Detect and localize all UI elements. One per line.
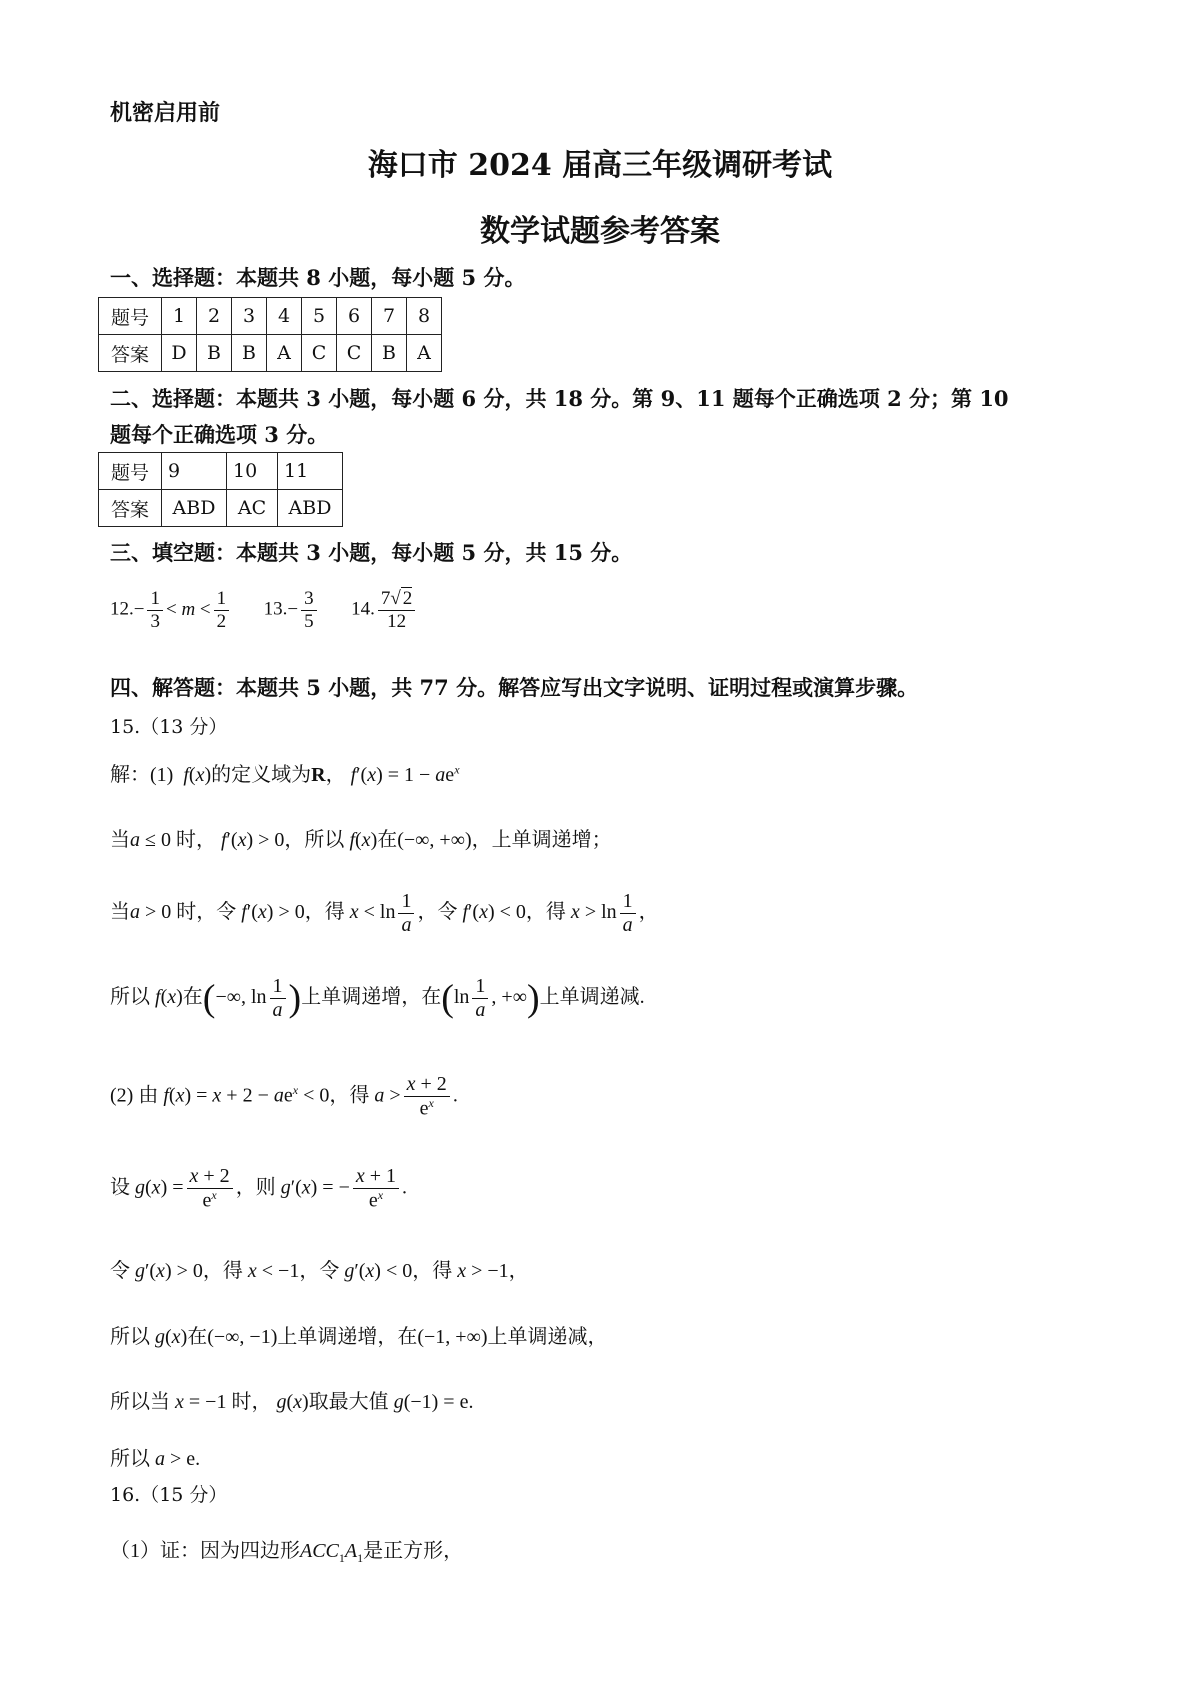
table-row xyxy=(99,298,442,335)
q13-label: 13. xyxy=(263,598,288,620)
q15-step-10: 所以 a > e. xyxy=(110,1448,201,1470)
table-cell: ABD xyxy=(278,490,343,527)
q16-step-1: （1）证：因为四边形$ACC_1A_1$是正方形， xyxy=(110,1540,464,1565)
part4-heading: 四、解答题：本题共 5 小题，共 77 分。解答应写出文字说明、证明过程或演算步骤。 xyxy=(110,675,919,700)
q16-label: 16.（15 分） xyxy=(110,1484,228,1506)
q13-answer: − $\frac{3}{5}$ xyxy=(287,599,319,620)
table-cell: B xyxy=(197,335,232,372)
part3-heading: 三、填空题：本题共 3 小题，每小题 5 分，共 15 分。 xyxy=(110,540,633,565)
part1-heading: 一、选择题：本题共 8 小题，每小题 5 分。 xyxy=(110,265,526,290)
part1-answer-table xyxy=(98,297,442,372)
table-cell: 1 xyxy=(162,298,197,335)
row-label: 题号 xyxy=(99,298,162,335)
q14-label: 14. xyxy=(351,598,375,620)
table-cell: C xyxy=(302,335,337,372)
q15-label: 15.（13 分） xyxy=(110,716,228,738)
table-cell: 10 xyxy=(227,453,278,490)
q14-answer: $\frac{7√ 2}{12}$ xyxy=(375,599,418,620)
table-cell: 9 xyxy=(162,453,227,490)
q15-step-9: 所以当 x = −1 时， g(x)取最大值 g(−1) = e. xyxy=(110,1391,474,1413)
table-row xyxy=(99,490,343,527)
table-cell: 3 xyxy=(232,298,267,335)
table-cell: A xyxy=(267,335,302,372)
q12-label: 12. xyxy=(110,598,134,620)
table-cell: C xyxy=(337,335,372,372)
table-cell: B xyxy=(232,335,267,372)
row-label: 答案 xyxy=(99,490,162,527)
table-cell: B xyxy=(372,335,407,372)
q12-answer: − $\frac{1}{3}$ < m < $\frac{1}{2}$ xyxy=(134,599,232,620)
part2-heading-line1: 二、选择题：本题共 3 小题，每小题 6 分，共 18 分。第 9、11 题每个正确选项 2 分；第 10 xyxy=(110,386,1009,411)
q15-step-4: 所以 f(x)在(−∞, ln $\frac{1}{a}$ )上单调递增，在(ln $\frac{1}{a}$ , +∞)上单调递减. xyxy=(110,975,645,1021)
table-cell: 11 xyxy=(278,453,343,490)
part2-heading-line2: 题每个正确选项 3 分。 xyxy=(110,422,329,447)
q15-step-1: 解：(1) f(x)的定义域为R， $f'(x) = 1 - ae^x$ xyxy=(110,762,460,786)
q16-line1-end: 是正方形， xyxy=(363,1540,464,1562)
table-cell: 8 xyxy=(407,298,442,335)
q15-step-5: (2) 由 $f(x) = x + 2 - ae^x < 0$，得 a > $\frac{x + 2}{e^x}$ . xyxy=(110,1073,458,1120)
q16-line1-text: （1）证：因为四边形 xyxy=(110,1540,300,1562)
table-cell: 6 xyxy=(337,298,372,335)
table-row xyxy=(99,335,442,372)
table-cell: 2 xyxy=(197,298,232,335)
table-cell: A xyxy=(407,335,442,372)
table-cell: D xyxy=(162,335,197,372)
q15-step-6: 设 g(x) = $\frac{x + 2}{e^x}$ ，则 g′(x) = − $\frac{x + 1}{e^x}$ . xyxy=(110,1165,408,1212)
q15-step-8: 所以 g(x)在(−∞, −1)上单调递增，在(−1, +∞)上单调递减， xyxy=(110,1326,608,1348)
part2-answer-table xyxy=(98,452,343,527)
confidential-label: 机密启用前 xyxy=(110,100,221,126)
row-label: 答案 xyxy=(99,335,162,372)
row-label: 题号 xyxy=(99,453,162,490)
table-cell: 4 xyxy=(267,298,302,335)
table-cell: AC xyxy=(227,490,278,527)
table-row xyxy=(99,453,343,490)
q15-step-7: 令 g′(x) > 0，得 x < −1，令 g′(x) < 0，得 x > −1， xyxy=(110,1260,529,1282)
page-subtitle: 数学试题参考答案 xyxy=(480,214,720,249)
fill-in-answers xyxy=(110,588,418,633)
page-title: 海口市 2024 届高三年级调研考试 xyxy=(367,148,833,183)
table-cell: ABD xyxy=(162,490,227,527)
table-cell: 7 xyxy=(372,298,407,335)
q15-step-2: 当a ≤ 0 时， f′(x) > 0，所以 f(x)在(−∞, +∞)，上单调递增； xyxy=(110,829,612,851)
table-cell: 5 xyxy=(302,298,337,335)
q15-step-3: 当a > 0 时，令 f′(x) > 0，得 x < ln $\frac{1}{a}$ ，令 f′(x) < 0，得 x > ln $\frac{1}{a}$ ， xyxy=(110,890,659,936)
